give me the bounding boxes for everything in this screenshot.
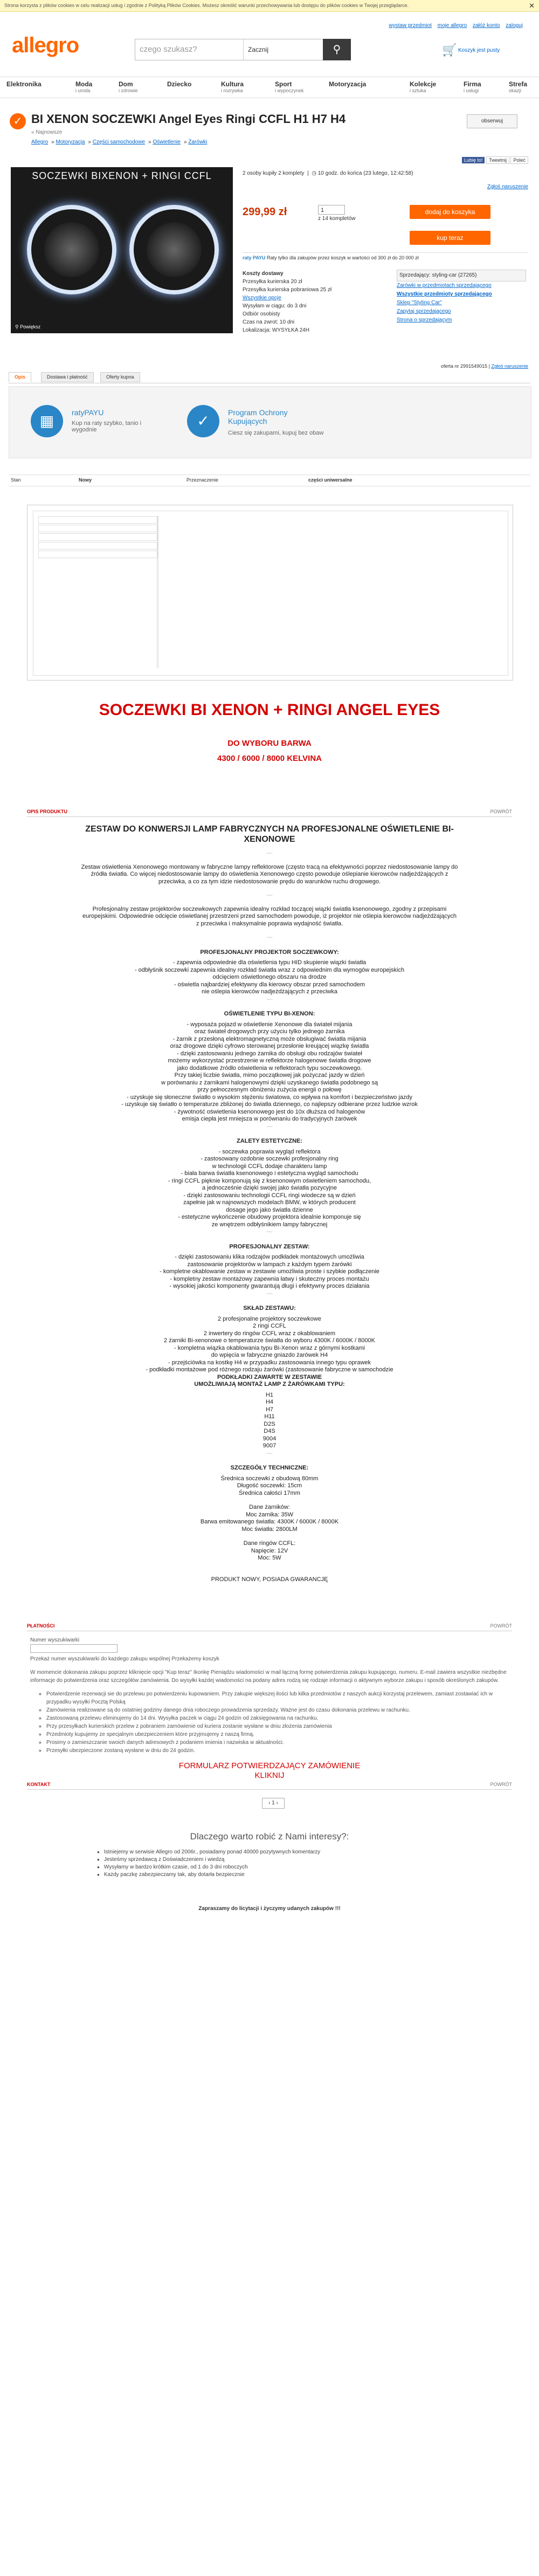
separator: — bbox=[266, 1450, 273, 1457]
pay-bullet: ■ Zamówienia realizowane są do ostatniej godziny danego dnia roboczego prowadzenia sprzedaży. Ważne jest do czasu dokonania przelewu w rachunku. bbox=[41, 1706, 510, 1714]
quantity-label: z 14 kompletów bbox=[318, 216, 356, 222]
nav-item[interactable]: Dom i zdrowie bbox=[119, 80, 138, 93]
search-bar bbox=[135, 39, 341, 60]
pay-bullet: ■ Potwierdzenie rezerwacji sie do przelewu po potwierdzeniu kupowaniem. Przy zakupie większej ilości lub kilka przedmiotów z naszych aukcji korzystaj przelewem, zamiast zostawiać ich w przypadku wysyłki Pocztą Polską bbox=[41, 1690, 510, 1706]
desc-heading: PROFESJONALNY PROJEKTOR SOCZEWKOWY: bbox=[200, 949, 339, 956]
frame-row bbox=[38, 542, 158, 549]
desc-line: Moc: 5W bbox=[258, 1555, 281, 1561]
bulb-type: H4 bbox=[265, 1399, 274, 1405]
separator: — bbox=[266, 934, 273, 940]
breadcrumb-item[interactable]: Motoryzacja bbox=[56, 139, 85, 145]
delivery-row: Przesyłka kurierska 20 zł bbox=[243, 279, 302, 285]
desc-line: - oświetla najbardziej efektywny dla kierowcy obszar przed samochodem bbox=[174, 981, 365, 988]
section-payments: PŁATNOŚCI POWRÓT bbox=[27, 1623, 512, 1631]
desc-line: - uzyskuje się słoneczne światło o wysokim stężeniu światowa, co wpływa na komfort i bezpieczeństwo jazdy bbox=[126, 1094, 413, 1101]
product-image[interactable] bbox=[11, 167, 233, 333]
spacer bbox=[81, 1533, 458, 1540]
pay-input[interactable] bbox=[30, 1644, 118, 1653]
main-nav bbox=[0, 77, 539, 98]
tabs bbox=[9, 372, 530, 383]
recommend-button[interactable]: Poleć bbox=[510, 156, 528, 164]
why-list bbox=[97, 1849, 442, 1879]
seller-link[interactable]: Zarówki w przedmiotach sprzedającego bbox=[397, 283, 492, 288]
desc-line: - dzięki zastosowaniu technologii CCFL ringi wiodecze są w dzień bbox=[183, 1192, 356, 1199]
delivery-row: Przesyłka kurierska pobraniowa 25 zł bbox=[243, 287, 332, 293]
desc-line: - kompletny zestaw montażowy zapewnia łatwy i skuteczny proces montażu bbox=[170, 1275, 369, 1282]
nav-item[interactable]: Strefa okazji bbox=[509, 80, 528, 93]
desc-bold: PODKŁADKI ZAWARTE W ZESTAWIE bbox=[217, 1373, 322, 1380]
back-link[interactable]: POWRÓT bbox=[490, 1623, 512, 1629]
seller-link[interactable]: Wszystkie przedmioty sprzedającego bbox=[397, 291, 492, 297]
desc-line: oraz świateł drogowych przy użyciu tylko jednego żarnika bbox=[194, 1028, 345, 1035]
like-button[interactable]: Lubię to! bbox=[462, 157, 485, 163]
search-button[interactable] bbox=[323, 39, 351, 60]
delivery-title: Koszty dostawy bbox=[243, 271, 284, 277]
tab-description[interactable]: Opis bbox=[9, 372, 31, 382]
frame-row bbox=[38, 551, 158, 558]
desc-line: - kompletna wiązka okablowania typu Bi-Xenon wraz z górnymi kostkami bbox=[174, 1344, 365, 1351]
nav-item[interactable]: Sport i wypoczynek bbox=[275, 80, 304, 93]
subhead-color: DO WYBORU BARWA bbox=[227, 739, 312, 748]
image-caption: SOCZEWKI BIXENON + RINGI CCFL bbox=[32, 170, 212, 181]
pay-bullet: ■ Przy przesyłkach kurierskich przelew z pobraniem zamówienie od kuriera zostanie wysłane w dniu złożenia zamówienia bbox=[41, 1722, 510, 1730]
promo-panel bbox=[9, 386, 531, 458]
desc-line: do wpięcia w fabryczne gniazdo żarówek H4 bbox=[211, 1352, 328, 1358]
breadcrumb-item[interactable]: Części samochodowe bbox=[92, 139, 145, 145]
nav-item[interactable]: Elektronika bbox=[6, 80, 42, 88]
time-left: 10 godz. do końca (23 lutego, 12:42:58) bbox=[317, 170, 413, 176]
link-login[interactable]: zaloguj bbox=[506, 23, 523, 29]
pay-paragraph: W momencie dokonania zakupu poprzez kliknięcie opcji "Kup teraz" Ikonkę Pieniądzu wiadomości w mail łączną formę potwierdzenia zakupu kupującego, numeru. E-mail zawiera wszystkie niezbędne informacje do potwierdzenia oraz szczegółów zamówienia. Do wysyłki każdej wiadomości na podany adres rodzą się rodzaje informacji o aktywnym wyborze zakupu i sposób określonych zakupów. bbox=[30, 1670, 507, 1684]
separator: — bbox=[266, 1123, 273, 1130]
why-item: ● Każdy paczkę zabezpieczamy tak, aby dotarła bezpiecznie bbox=[97, 1871, 442, 1879]
next-icon[interactable]: › bbox=[276, 1800, 278, 1806]
pickup-option: Odbiór osobisty bbox=[243, 311, 280, 317]
desc-line: a jednocześnie dzięki swojej jako światła pozycyjne bbox=[202, 1185, 337, 1191]
nav-item[interactable]: Kultura i rozrywka bbox=[221, 80, 244, 93]
close-icon[interactable]: ✕ bbox=[529, 2, 535, 10]
seller-link[interactable]: Sklep "Styling Car" bbox=[397, 300, 442, 306]
nav-item[interactable]: Firma i usługi bbox=[464, 80, 481, 93]
delivery-more-link[interactable]: Wszystkie opcje bbox=[243, 295, 281, 301]
desc-line: - ringi CCFL pięknie komponują się z ksenonowym oświetleniem samochodu, bbox=[168, 1177, 371, 1184]
desc-line: Średnica soczewki z obudową 80mm bbox=[220, 1475, 319, 1482]
desc-heading: SZCZEGÓŁY TECHNICZNE: bbox=[230, 1465, 309, 1471]
promo-title: Program Ochrony Kupujących bbox=[228, 408, 288, 425]
desc-paragraph: Zestaw oświetlenia Xenonowego montowany w fabryczne lampy reflektorowe (często tracą na efektywności poprzez niedostosowanie lampy do źródła światła. Co więcej niedostosowanie lampy do oświetlenia Xenonowego często powoduje oślepianie kierowców nadjeżdżających z przeciwka, a co za tym idzie niedostosowanie prędu do warunków ruchu drogowego. bbox=[81, 863, 458, 885]
param-label: Przeznaczenie bbox=[186, 477, 219, 483]
price: 299,99 zł bbox=[243, 206, 287, 218]
desc-end: PRODUKT NOWY, POSIADA GWARANCJĘ bbox=[211, 1576, 328, 1583]
bulb-type: H1 bbox=[265, 1391, 274, 1398]
desc-line: zastosowanie projektorów w lampach z każdym typem żarówki bbox=[187, 1261, 352, 1268]
offer-report-link[interactable]: Zgłoś naruszenie bbox=[491, 363, 528, 369]
desc-line: - soczewka poprawia wygląd reflektora bbox=[218, 1148, 321, 1155]
add-to-cart-button[interactable]: dodaj do koszyka bbox=[410, 205, 490, 219]
param-value: Nowy bbox=[79, 477, 92, 483]
link-register[interactable]: załóż konto bbox=[472, 23, 500, 29]
search-icon: ⚲ bbox=[333, 44, 341, 56]
bulb-type: H7 bbox=[265, 1406, 274, 1413]
breadcrumb: Allegro » Motoryzacja » Części samochodowe » Oświetlenie » Żarówki bbox=[31, 139, 208, 145]
pay-list bbox=[30, 1690, 510, 1755]
desc-line: - dzięki zastosowaniu klika rodzajów podkładek montażowych umożliwia bbox=[175, 1254, 364, 1260]
promo-text: Kup na raty szybko, tanio i wygodnie bbox=[72, 420, 142, 433]
cart-label: Koszyk jest pusty bbox=[458, 47, 500, 53]
desc-line: - odbłyśnik soczewki zapewnia idealny rozkład światła wraz z odpowiednim dla wymogów europejskich bbox=[134, 966, 405, 973]
delivery-box bbox=[243, 270, 391, 334]
zoom-button[interactable]: ⚲ Powiększ bbox=[15, 324, 41, 329]
desc-line: - żarnik z przesłoną elektromagnetyczną może obsługiwać światła mijania bbox=[172, 1035, 367, 1042]
quantity-control bbox=[318, 205, 355, 222]
desc-line: 2 inwertery do ringów CCFL wraz z okablowaniem bbox=[203, 1330, 336, 1337]
desc-line: odcięciem oświetlonego obszaru na drodze bbox=[212, 974, 327, 980]
headline: SOCZEWKI BI XENON + RINGI ANGEL EYES bbox=[99, 701, 440, 719]
frame-row bbox=[38, 533, 158, 541]
section-product: OPIS PRODUKTU POWRÓT bbox=[27, 809, 512, 817]
desc-heading: ZALETY ESTETYCZNE: bbox=[236, 1138, 303, 1144]
buyers-count: 2 osoby kupiły 2 komplety bbox=[243, 170, 305, 176]
bulb-type: D4S bbox=[264, 1428, 275, 1434]
nav-item[interactable]: Kolekcje i sztuka bbox=[410, 80, 437, 93]
desc-line: 2 ringi CCFL bbox=[253, 1323, 286, 1329]
pay-bullet: ■ Zastosowaną przelewu eliminujemy do 14 dni. Wysyłka paczek w ciągu 24 godzin od zaksięgowania na rachunku. bbox=[41, 1714, 510, 1722]
cart[interactable] bbox=[442, 43, 500, 57]
offer-number: oferta nr 2991549015 | Zgłoś naruszenie bbox=[441, 363, 528, 369]
cookie-banner bbox=[0, 0, 539, 12]
payu-logo: raty PAYU bbox=[243, 255, 266, 260]
location: Lokalizacja: WYSYŁKA 24H bbox=[243, 327, 309, 333]
desc-title: ZESTAW DO KONWERSJI LAMP FABRYCZNYCH NA PROFESJONALNE OŚWIETLENIE BI-XENONOWE bbox=[85, 825, 454, 844]
desc-line: w porównaniu z żarnikami halogenowymi dzięki uzyskanego światła podobnego są bbox=[161, 1079, 378, 1086]
lens-left bbox=[44, 222, 99, 277]
why-item: ● Istniejemy w serwisie Allegro od 2006r., posiadamy ponad 40000 pozytywnych komentarzy bbox=[97, 1849, 442, 1856]
why-item: ● Wysyłamy w bardzo krótkim czasie, od 1 do 3 dni roboczych bbox=[97, 1864, 442, 1871]
top-links bbox=[384, 23, 523, 29]
pay-line: Przekaż numer wyszukiwarki do każdego zakupu wspólnej Przekażemy koszyk bbox=[30, 1656, 219, 1662]
prev-icon[interactable]: ‹ bbox=[268, 1800, 271, 1806]
seller-box bbox=[397, 270, 526, 325]
breadcrumb-item[interactable]: Oświetlenie bbox=[153, 139, 181, 145]
desc-line: - biała barwa światła ksenonowego i estetyczna wygląd samochodu bbox=[181, 1170, 358, 1177]
desc-line: przy pełnoczesnym obniżeniu zużycia energii o połowę bbox=[197, 1087, 342, 1093]
bulb-type: H11 bbox=[264, 1413, 275, 1420]
pay-input-label: Numer wyszukiwarki bbox=[30, 1637, 80, 1643]
desc-line: - zastosowany ozdobnie soczewki profesjonalny ring bbox=[201, 1156, 338, 1162]
desc-heading: OŚWIETLENIE TYPU BI-XENON: bbox=[224, 1011, 315, 1017]
desc-line: nie oślepia kierowców nadjeżdżających z przeciwka bbox=[202, 988, 337, 995]
seller-link[interactable]: Zapytaj sprzedającego bbox=[397, 308, 451, 314]
desc-line: 2 profesjonalne projektory soczewkowe bbox=[218, 1315, 321, 1322]
desc-line: Barwa emitowanego światła: 4300K / 6000K / 8000K bbox=[200, 1519, 339, 1525]
param-value: części uniwersalne bbox=[308, 477, 353, 483]
description-frame bbox=[27, 505, 513, 681]
quantity-input[interactable]: 1 bbox=[318, 205, 345, 215]
desc-line: oraz drogowe dzięki cyfrowo sterowanej przesłonie kreującej wiązkę światła bbox=[170, 1043, 369, 1049]
desc-line: - podkładki montażowe pod różnego rodzaju żarówki (zastosowanie fabryczne w samochodzie bbox=[146, 1366, 393, 1373]
observe-button[interactable]: obserwuj bbox=[467, 114, 517, 128]
promo-title: ratyPAYU bbox=[72, 408, 104, 417]
desc-line: - zapewnia odpowiednie dla oświetlenia typu HID skupienie wiązki światła bbox=[172, 959, 367, 966]
desc-line: - dzięki zastosowaniu jednego żarnika do obsługi obu rodzajów świateł bbox=[177, 1050, 362, 1057]
cookie-text: Strona korzysta z plików cookies w celu realizacji usług i zgodnie z Polityką Plików Cookies. Możesz określić warunki przechowywania lub dostępu do plików cookies w Twojej przeglądarce. bbox=[4, 3, 409, 8]
subhead-kelvin: 4300 / 6000 / 8000 KELVINA bbox=[217, 754, 322, 763]
back-link[interactable]: POWRÓT bbox=[490, 1782, 512, 1787]
cart-icon: 🛒 bbox=[442, 43, 457, 57]
promo-text: Ciesz się zakupami, kupuj bez obaw bbox=[228, 430, 324, 436]
seller-header[interactable]: Sprzedający: styling-car (27265) bbox=[397, 270, 526, 281]
invite-text: Zapraszamy do licytacji i życzymy udanych zakupów !!! bbox=[198, 1906, 341, 1912]
why-item: ● Jesteśmy sprzedawcą z Doświadczeniem i wiedzą bbox=[97, 1856, 442, 1864]
buy-now-button[interactable]: kup teraz bbox=[410, 231, 490, 245]
frame-divider bbox=[157, 516, 158, 668]
link-list-item[interactable]: wystaw przedmiot bbox=[389, 23, 432, 29]
back-link[interactable]: POWRÓT bbox=[490, 809, 512, 814]
separator: — bbox=[266, 995, 273, 1002]
bulb-type: 9007 bbox=[262, 1442, 277, 1449]
desc-heading: PROFESJONALNY ZESTAW: bbox=[229, 1243, 310, 1250]
separator: — bbox=[266, 1228, 273, 1235]
desc-line: - kompletne okablowanie zestaw w zestawie umożliwia proste i szybkie podłączenie bbox=[160, 1268, 379, 1275]
desc-line: Dane żarników: bbox=[249, 1504, 290, 1510]
seller-link[interactable]: Strona o sprzedającym bbox=[397, 317, 452, 323]
desc-line: Napięcie: 12V bbox=[251, 1547, 288, 1554]
pay-bullet: ■ Prosimy o zamieszczanie swoich danych adresowych z podaniem imienia i nazwiska w aktualności. bbox=[41, 1739, 510, 1747]
desc-line: - wysokiej jakości komponenty gwarantują długi i efektywny proces działania bbox=[169, 1283, 370, 1289]
magnifier-icon: ⚲ bbox=[15, 324, 19, 329]
tab-delivery[interactable]: Dostawa i płatność bbox=[41, 372, 94, 382]
ship-time: Wysyłam w ciągu: do 3 dni bbox=[243, 303, 307, 309]
desc-line: jako dodatkowe źródło oświetlenia w reflektorach typu soczewkowego. bbox=[177, 1064, 362, 1071]
tweet-button[interactable]: Tweetnij bbox=[486, 156, 509, 164]
why-title: Dlaczego warto robić z Nami interesy?: bbox=[190, 1831, 349, 1842]
order-form-link[interactable]: FORMULARZ POTWIERDZAJĄCY ZAMÓWIENIE KLIKNIJ bbox=[178, 1761, 361, 1780]
installments-info bbox=[243, 252, 528, 264]
bulb-type: D2S bbox=[264, 1420, 275, 1427]
desc-line: Średnica całości 17mm bbox=[239, 1489, 300, 1496]
lens-right bbox=[147, 222, 202, 277]
desc-line: - żywotność oświetlenia ksenonowego jest do 10x dłuższa od halogenów bbox=[174, 1108, 365, 1115]
product-description bbox=[81, 824, 458, 1583]
desc-line: 2 żarniki Bi-xenonowe o temperaturze światła do wyboru 4300K / 6000K / 8000K bbox=[164, 1337, 375, 1344]
report-link[interactable]: Zgłoś naruszenie bbox=[487, 184, 528, 190]
breadcrumb-item[interactable]: Żarówki bbox=[188, 139, 208, 145]
pay-bullet: ■ Przesyłki ubezpieczone zostaną wysłane w dniu do 24 godzin. bbox=[41, 1747, 510, 1755]
check-icon: ✓ bbox=[10, 113, 26, 129]
logo[interactable]: allegro bbox=[12, 33, 79, 57]
desc-bold: UMOŻLIWIAJĄ MONTAŻ LAMP Z ŻARÓWKAMI TYPU: bbox=[194, 1381, 345, 1387]
search-input[interactable]: czego szukasz? bbox=[140, 45, 197, 54]
nav-item[interactable]: Dziecko bbox=[167, 80, 192, 88]
desc-line: Długość soczewki: 15cm bbox=[237, 1482, 302, 1489]
pager[interactable]: ‹ 1 › bbox=[262, 1798, 285, 1809]
offer-info: 2 osoby kupiły 2 komplety | ◷ 10 godz. do końca (23 lutego, 12:42:58) Zgłoś naruszenie bbox=[243, 170, 528, 190]
desc-paragraph: Profesjonalny zestaw projektorów soczewkowych zapewnia idealny rozkład toczącej wiązki światła ksenonowego, zgodny z przepisami europejskimi. Odpowiednie odcięcie oświetlanej przestrzeni przed samochodem powoduje, iż projektor nie oślepia kierowców nadjeżdżających z przeciwka i maksymalnie poprawia wydajność światła. bbox=[82, 905, 457, 927]
desc-line: możemy wykorzystać przestrzenie w reflektorze halogenowe światła drogowe bbox=[168, 1057, 371, 1064]
parameters bbox=[9, 475, 530, 486]
desc-line: - wyposaża pojazd w oświetlenie Xenonowe dla świateł mijania bbox=[186, 1021, 353, 1028]
separator: — bbox=[266, 850, 273, 856]
nav-item[interactable]: Moda i uroda bbox=[75, 80, 93, 93]
separator: — bbox=[266, 892, 273, 898]
clock-icon: ◷ bbox=[312, 170, 316, 176]
desc-line: Moc żarnika: 35W bbox=[245, 1511, 294, 1518]
desc-line: - przejściówka na kostkę H4 w przypadku zastosowania innego typu oprawek bbox=[168, 1359, 371, 1366]
pay-bullet: ■ Przedmioty kupujemy ze specjalnym ubezpieczeniem które przyjmujemy z naszą firmą. bbox=[41, 1730, 510, 1739]
share-buttons bbox=[462, 157, 528, 163]
desc-line: ze wnętrzem odbłyśnikiem lampy fabrycznej bbox=[211, 1221, 328, 1228]
desc-line: zapełnie jak w najnowszych modelach BMW, w których producent bbox=[183, 1199, 356, 1206]
category-select[interactable]: Zacznij bbox=[243, 39, 308, 60]
tab-offers[interactable]: Oferty kupna bbox=[100, 372, 140, 382]
desc-line: dosage jego jako światła dzienne bbox=[226, 1206, 313, 1213]
calculator-icon: ▦ bbox=[31, 405, 63, 437]
nav-item[interactable]: Motoryzacja bbox=[329, 80, 367, 88]
bulb-type: 9004 bbox=[262, 1435, 277, 1442]
desc-line: - uzyskuje się światło o temperaturze zbliżonej do światła dziennego, co najlepszy odbierane przez ludzkie wzrok bbox=[121, 1101, 418, 1108]
separator: — bbox=[266, 1290, 273, 1297]
return-time: Czas na zwrot: 10 dni bbox=[243, 319, 295, 325]
frame-row bbox=[38, 525, 158, 532]
desc-line: Dane ringów CCFL: bbox=[243, 1540, 296, 1547]
desc-line: Przy takiej liczbie światła, mimo początkowej jak pożyczać jazdy w dzień bbox=[174, 1072, 365, 1079]
link-my-allegro[interactable]: moje allegro bbox=[437, 23, 467, 29]
desc-line: - estetyczne wykończenie obudowy projektora idealnie komponuje się bbox=[178, 1214, 361, 1220]
breadcrumb-back[interactable]: « Najnowsze bbox=[31, 129, 63, 135]
section-contact: KONTAKT POWRÓT bbox=[27, 1782, 512, 1790]
frame-row bbox=[38, 516, 158, 524]
desc-line: emisja ciepła jest mniejsza w porównaniu do tradycyjnych żarówek bbox=[182, 1116, 357, 1122]
desc-heading: SKŁAD ZESTAWU: bbox=[243, 1305, 296, 1311]
param-label: Stan bbox=[11, 477, 21, 483]
spacer bbox=[81, 1497, 458, 1504]
desc-line: w technologii CCFL dodaje charakteru lamp bbox=[212, 1163, 327, 1170]
page-title: BI XENON SOCZEWKI Angel Eyes Ringi CCFL H1 H7 H4 bbox=[31, 112, 346, 126]
breadcrumb-item[interactable]: Allegro bbox=[31, 139, 49, 145]
payments-info bbox=[30, 1636, 510, 1755]
desc-line: Moc światła: 2800LM bbox=[241, 1526, 298, 1533]
shield-icon: ✓ bbox=[187, 405, 219, 437]
installments-text: Raty tylko dla zakupów przez koszyk w wartości od 300 zł do 20 000 zł bbox=[267, 255, 419, 260]
